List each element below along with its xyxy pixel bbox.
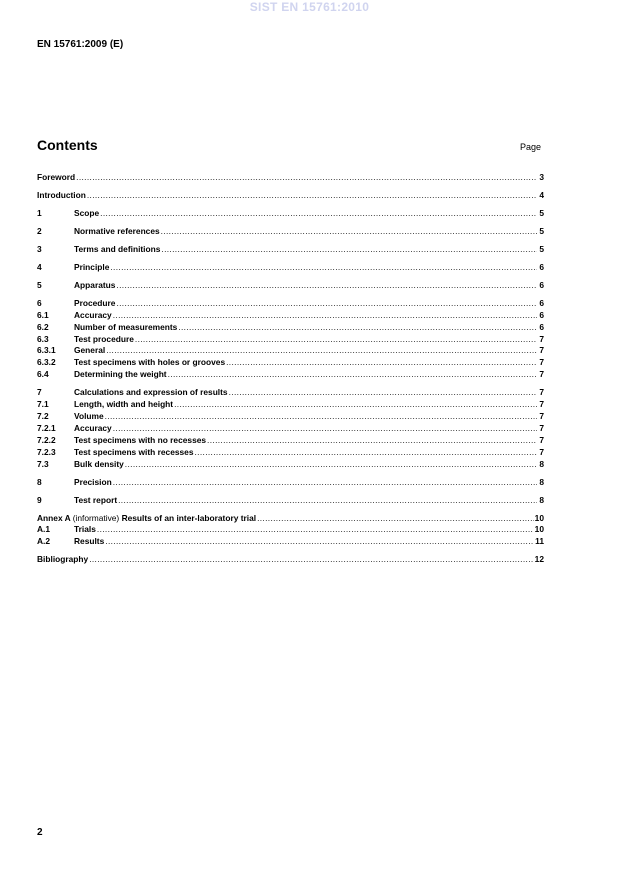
toc-dot-leader	[76, 172, 537, 184]
toc-entry-introduction[interactable]	[37, 190, 544, 202]
toc-entry-5[interactable]	[37, 280, 544, 292]
toc-section-number: 7.2.2	[37, 434, 56, 445]
toc-dot-leader	[226, 357, 537, 369]
toc-entry-2[interactable]	[37, 226, 544, 238]
toc-title: Test specimens with no recesses	[74, 434, 207, 445]
toc-section-number: 2	[37, 225, 42, 236]
toc-dot-leader	[116, 298, 537, 310]
toc-entry-6-4[interactable]	[37, 369, 544, 381]
toc-title: Bibliography	[37, 554, 89, 565]
toc-page-number: 5	[539, 225, 544, 236]
toc-title: Precision	[74, 476, 112, 487]
toc-dot-leader	[161, 244, 537, 256]
toc-dot-leader	[106, 345, 537, 357]
toc-page-number: 6	[539, 297, 544, 308]
page-column-label: Page	[520, 142, 542, 152]
toc-section-number: 7.2	[37, 411, 49, 421]
toc-title: Foreword	[37, 172, 76, 182]
toc-section-number: 7.1	[37, 399, 49, 410]
toc-dot-leader	[257, 513, 534, 525]
toc-title: Results	[74, 536, 105, 547]
toc-entry-7[interactable]	[37, 387, 544, 399]
toc-title: Apparatus	[74, 279, 116, 290]
toc-page-number: 4	[539, 189, 544, 200]
toc-section-number: 4	[37, 261, 42, 272]
toc-section-number: A.1	[37, 524, 51, 535]
toc-entry-a-2[interactable]	[37, 536, 544, 548]
toc-page-number: 8	[539, 458, 544, 469]
toc-section-number: 1	[37, 207, 42, 218]
toc-dot-leader	[229, 387, 537, 399]
toc-entry-6-3[interactable]	[37, 334, 544, 346]
toc-dot-leader	[89, 554, 533, 566]
toc-page-number: 7	[539, 369, 544, 380]
toc-page-number: 7	[539, 345, 544, 356]
toc-entry-bibliography[interactable]	[37, 554, 544, 566]
toc-entry-6-2[interactable]	[37, 322, 544, 334]
toc-dot-leader	[194, 447, 537, 459]
toc-entry-a-1[interactable]	[37, 524, 544, 536]
toc-dot-leader	[116, 280, 537, 292]
toc-page-number: 5	[539, 243, 544, 254]
toc-section-number: A.2	[37, 536, 51, 547]
toc-title: Normative references	[74, 225, 160, 236]
toc-title: Test specimens with recesses	[74, 446, 194, 457]
toc-page-number: 6	[539, 321, 544, 332]
toc-page-number: 7	[539, 446, 544, 457]
toc-dot-leader	[135, 334, 537, 346]
toc-section-number: 6.1	[37, 309, 49, 320]
toc-title: Determining the weight	[74, 369, 167, 380]
toc-section-number: 7.2.3	[37, 446, 56, 457]
toc-title: Test report	[74, 494, 118, 505]
toc-dot-leader	[174, 399, 537, 411]
toc-title: Test procedure	[74, 333, 134, 344]
toc-entry-foreword[interactable]	[37, 172, 544, 184]
toc-page-number: 7	[539, 387, 544, 398]
toc-dot-leader	[105, 411, 537, 423]
document-id-header: EN 15761:2009 (E)	[37, 39, 124, 50]
toc-entry-4[interactable]	[37, 262, 544, 274]
toc-page-number: 6	[539, 261, 544, 272]
toc-dot-leader	[113, 423, 537, 435]
toc-dot-leader	[97, 524, 534, 536]
toc-entry-7-2-3[interactable]	[37, 447, 544, 459]
toc-page-number: 5	[539, 207, 544, 218]
toc-entry-6-3-1[interactable]	[37, 345, 544, 357]
toc-dot-leader	[113, 310, 537, 322]
toc-page-number: 7	[539, 411, 544, 421]
toc-page-number: 11	[535, 536, 544, 547]
toc-page-number: 7	[539, 422, 544, 433]
toc-title: Terms and definitions	[74, 243, 161, 254]
annex-normative-status: (informative)	[72, 512, 120, 523]
toc-page-number: 7	[539, 434, 544, 445]
toc-dot-leader	[168, 369, 537, 381]
toc-page-number: 8	[539, 476, 544, 487]
toc-dot-leader	[178, 322, 537, 334]
toc-page-number: 10	[534, 524, 544, 535]
toc-dot-leader	[207, 435, 537, 447]
toc-entry-8[interactable]	[37, 477, 544, 489]
toc-entry-9[interactable]	[37, 495, 544, 507]
table-of-contents	[37, 172, 544, 566]
toc-section-number: 6.3.1	[37, 345, 56, 356]
toc-dot-leader	[87, 190, 537, 202]
toc-page-number: 6	[539, 309, 544, 320]
toc-dot-leader	[110, 262, 537, 274]
toc-section-number: 7.3	[37, 458, 49, 469]
annex-label: Annex A	[37, 512, 71, 523]
toc-page-number: 12	[534, 554, 544, 565]
toc-dot-leader	[125, 459, 537, 471]
toc-section-number: 3	[37, 243, 42, 254]
toc-page-number: 6	[539, 279, 544, 290]
toc-dot-leader	[161, 226, 537, 238]
toc-title: Number of measurements	[74, 321, 178, 332]
toc-dot-leader	[113, 477, 537, 489]
toc-section-number: 6.3.2	[37, 357, 56, 368]
toc-title: Introduction	[37, 189, 86, 200]
toc-title: Accuracy	[74, 309, 112, 320]
toc-page-number: 7	[539, 357, 544, 368]
toc-entry-3[interactable]	[37, 244, 544, 256]
toc-section-number: 7.2.1	[37, 422, 56, 433]
toc-entry-7-1[interactable]	[37, 399, 544, 411]
toc-dot-leader	[100, 208, 537, 220]
toc-title: General	[74, 345, 106, 356]
toc-section-number: 7	[37, 387, 42, 398]
toc-title: Length, width and height	[74, 399, 174, 410]
toc-title: Test specimens with holes or grooves	[74, 357, 226, 368]
toc-entry-6-3-2[interactable]	[37, 357, 544, 369]
toc-dot-leader	[105, 536, 534, 548]
toc-title: Calculations and expression of results	[74, 387, 228, 398]
toc-page-number: 8	[539, 494, 544, 505]
toc-entry-7-2[interactable]	[37, 411, 544, 423]
toc-entry-7-2-1[interactable]	[37, 423, 544, 435]
annex-title: Results of an inter-laboratory trial	[121, 512, 257, 523]
toc-section-number: 6.2	[37, 321, 49, 332]
toc-title: Volume	[74, 411, 104, 421]
toc-title: Accuracy	[74, 422, 112, 433]
toc-section-number: 5	[37, 279, 42, 290]
toc-dot-leader	[118, 495, 537, 507]
toc-title: Trials	[74, 524, 96, 535]
toc-title: Scope	[74, 207, 100, 218]
toc-entry-7-2-2[interactable]	[37, 435, 544, 447]
toc-section-number: 9	[37, 494, 42, 505]
toc-page-number: 10	[534, 512, 544, 523]
toc-entry-annex-a[interactable]	[37, 513, 544, 525]
toc-section-number: 6.4	[37, 369, 49, 380]
toc-entry-7-3[interactable]	[37, 459, 544, 471]
contents-heading: Contents	[37, 137, 98, 153]
toc-title: Bulk density	[74, 458, 124, 469]
watermark: SIST EN 15761:2010	[249, 0, 370, 14]
toc-page-number: 7	[539, 399, 544, 410]
toc-entry-1[interactable]	[37, 208, 544, 220]
toc-page-number: 3	[539, 172, 544, 182]
toc-section-number: 6	[37, 297, 42, 308]
toc-title: Principle	[74, 261, 110, 272]
toc-entry-6-1[interactable]	[37, 310, 544, 322]
toc-entry-6[interactable]	[37, 298, 544, 310]
toc-title: Procedure	[74, 297, 116, 308]
toc-section-number: 8	[37, 476, 42, 487]
page-number: 2	[37, 827, 43, 838]
toc-page-number: 7	[539, 333, 544, 344]
toc-title	[37, 513, 256, 525]
toc-section-number: 6.3	[37, 333, 49, 344]
